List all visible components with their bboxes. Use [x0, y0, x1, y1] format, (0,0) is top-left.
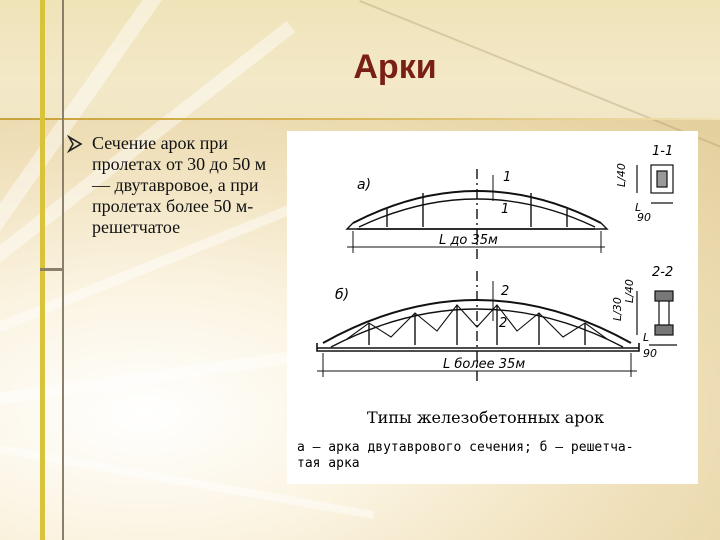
span-a-label: L до 35м [439, 233, 498, 248]
dim-a-ratio: L/40 [615, 163, 628, 187]
arrow-bullet-icon [66, 135, 84, 153]
mark-1-top: 1 [503, 170, 512, 185]
label-b: б) [335, 287, 350, 303]
section-2-label: 2-2 [652, 265, 674, 280]
arch-figure [287, 131, 698, 484]
span-b-label: L более 35м [443, 357, 526, 372]
dim-b-90: 90 [643, 347, 657, 360]
title-underline [0, 118, 720, 120]
slide-title: Арки [353, 48, 437, 86]
dim-a-l: L [635, 201, 642, 214]
mark-1-bottom: 1 [501, 202, 510, 217]
dim-b-ratio1: L/30 [611, 297, 624, 321]
bullet-text: Сечение арок при пролетах от 30 до 50 м — двутавровое, а при пролетах более 50 м- решетчатое [92, 133, 267, 237]
section-1-label: 1-1 [652, 144, 674, 159]
mark-2-top: 2 [501, 284, 510, 299]
dim-a-90: 90 [637, 211, 651, 224]
dim-b-ratio2: L/40 [623, 279, 636, 303]
decorative-tick [40, 268, 62, 271]
arch-drawing [287, 131, 698, 484]
figure-caption-line-1: а — арка двутаврового сечения; б — решетча- [297, 440, 634, 455]
label-a: а) [357, 177, 372, 193]
figure-caption-title: Типы железобетонных арок [367, 408, 605, 427]
figure-caption-line-2: тая арка [297, 456, 360, 471]
bullet-item [66, 133, 281, 238]
dim-b-l: L [643, 331, 650, 344]
mark-2-bottom: 2 [499, 316, 508, 331]
